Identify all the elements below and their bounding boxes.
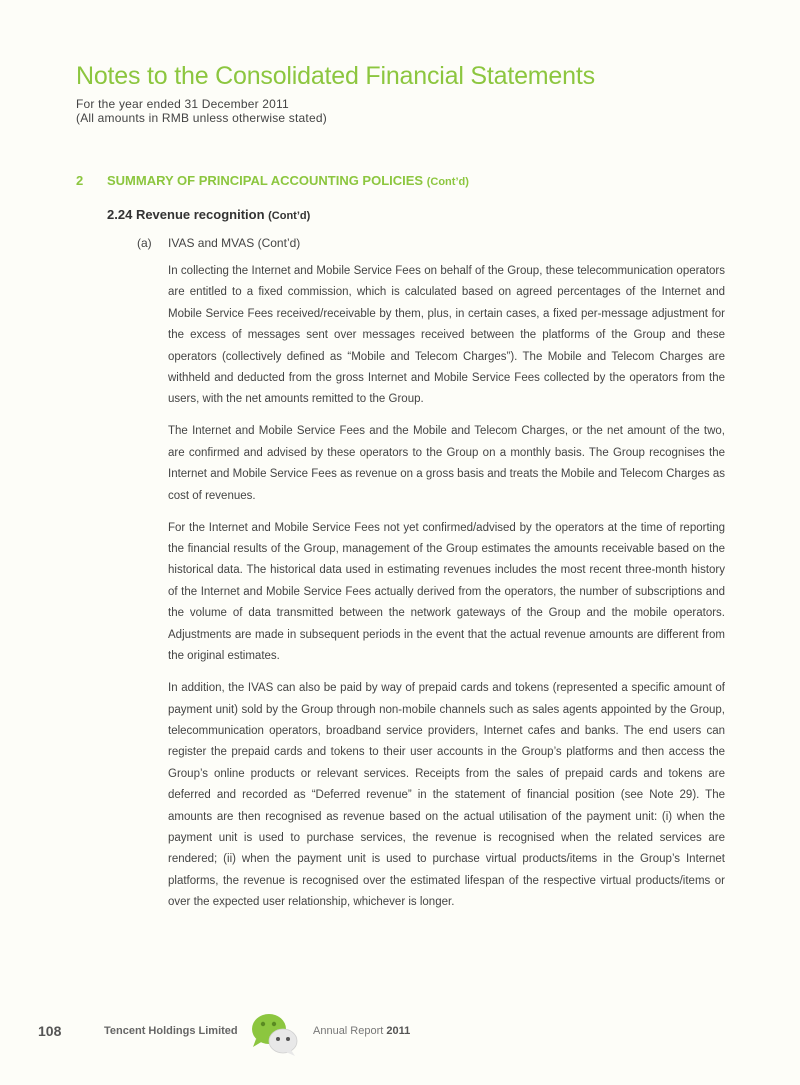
report-text: Annual Report — [313, 1025, 384, 1037]
item-marker: (a) — [137, 236, 152, 250]
paragraph: The Internet and Mobile Service Fees and the Mobile and Telecom Charges, or the net amount of the two, are confirmed and advised by these operators to the Group on a monthly basis. The Group recognises the Internet and Mobile Service Fees as revenue on a gross basis and treats the Mobile and Telecom Charges as cost of revenues. — [168, 425, 725, 502]
paragraph: In addition, the IVAS can also be paid by way of prepaid cards and tokens (represented a specific amount of payment unit) sold by the Group through non-mobile channels such as sales agents appointed by the Group, telecommunication operators, broadband service providers, Internet cafes and banks. The end users can register the prepaid cards and tokens to their user accounts in the Group’s platforms and then access the Group’s online products or relevant services. Receipts from the sales of prepaid cards and tokens are deferred and recorded as “Deferred revenue” in the statement of financial position (see Note 29). The amounts are then recognised as revenue based on the actual utilisation of the payment unit: (i) when the payment unit is used to purchase services, the revenue is recognised when the related services are rendered; (ii) when the payment unit is used to purchase virtual products/items in the Group’s Internet platforms, the revenue is recognised over the estimated lifespan of the respective virtual products/items or over the expected user relationship, whichever is longer. — [168, 682, 725, 909]
subtitle-currency-note: (All amounts in RMB unless otherwise stated) — [76, 111, 327, 125]
subsection-heading — [107, 207, 310, 222]
paragraph: For the Internet and Mobile Service Fees not yet confirmed/advised by the operators at the time of reporting the financial results of the Group, management of the Group estimates the amounts receivable based on the historical data. The historical data used in estimating revenues includes the most recent three-month history of the Internet and Mobile Service Fees actually derived from the operators, the number of subscriptions and the volume of data transmitted between the network gateways of the Group and the mobile operators. Adjustments are made in subsequent periods in the event that the actual revenue amounts are different from the original estimates. — [168, 521, 725, 663]
report-label — [313, 1025, 410, 1037]
section-number: 2 — [76, 173, 84, 188]
item-label: IVAS and MVAS (Cont’d) — [168, 236, 301, 250]
subsection-title: Revenue recognition — [135, 207, 265, 222]
page-title: Notes to the Consolidated Financial Statements — [76, 62, 595, 90]
page-number: 108 — [38, 1023, 62, 1039]
item-heading — [137, 236, 300, 250]
section-contd: (Cont’d) — [426, 176, 469, 188]
wechat-bubbles-icon — [246, 1010, 302, 1058]
report-year: 2011 — [386, 1025, 411, 1037]
paragraph: In collecting the Internet and Mobile Service Fees on behalf of the Group, these telecommunication operators are entitled to a fixed commission, which is calculated based on agreed percentages of the Internet and Mobile Service Fees received/receivable by them, plus, in certain cases, a fixed per-message adjustment for the excess of messages sent over messages received between the platforms of the Group and these operators (collectively defined as “Mobile and Telecom Charges”). The Mobile and Telecom Charges are withheld and deducted from the gross Internet and Mobile Service Fees collected by the operators from the users, with the net amounts remitted to the Group. — [168, 265, 725, 406]
subsection-number: 2.24 — [107, 207, 133, 222]
body-text — [168, 261, 725, 924]
company-name: Tencent Holdings Limited — [104, 1025, 238, 1037]
section-title: SUMMARY OF PRINCIPAL ACCOUNTING POLICIES — [107, 173, 424, 188]
subtitle-period: For the year ended 31 December 2011 — [76, 97, 289, 111]
section-heading — [76, 173, 469, 188]
subsection-contd: (Cont’d) — [268, 210, 311, 222]
page-footer — [38, 1010, 438, 1060]
page-subtitle — [76, 97, 327, 125]
